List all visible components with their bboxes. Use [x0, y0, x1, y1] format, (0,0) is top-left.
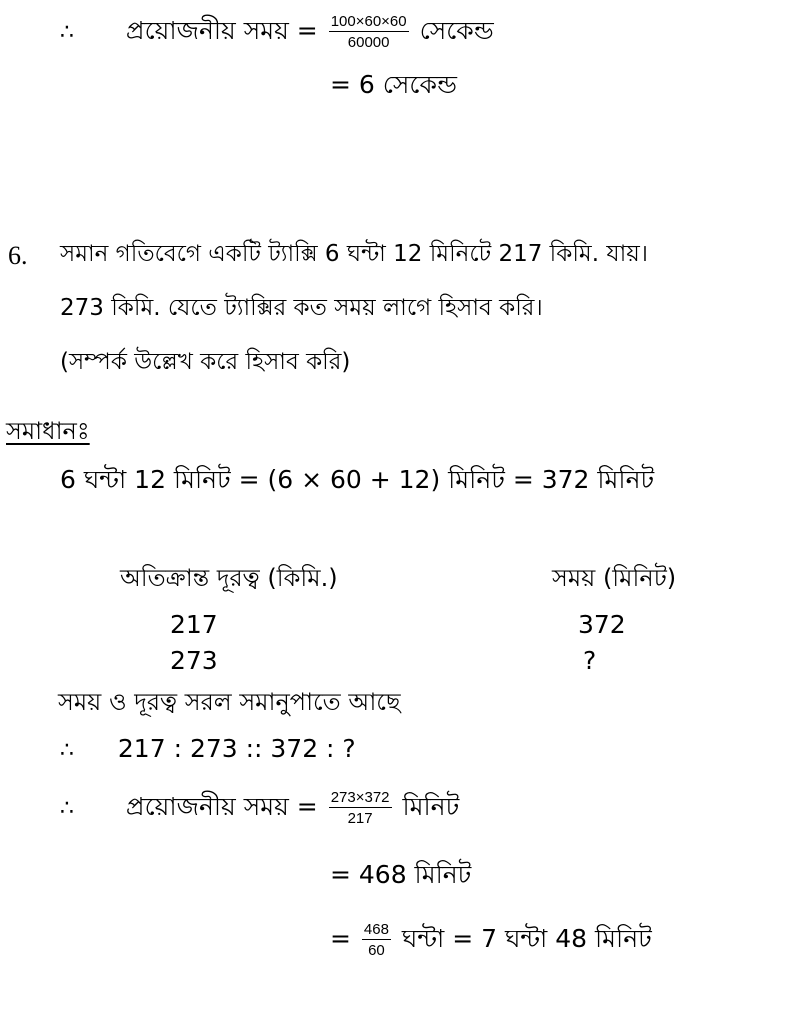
calc-fraction-denominator: 217 — [347, 810, 373, 827]
hours-fraction-denominator: 60 — [368, 942, 385, 959]
relation-statement: সময় ও দূরত্ব সরল সমানুপাতে আছে — [58, 688, 401, 716]
required-time-calc — [60, 790, 459, 826]
top-fraction-denominator: 60000 — [347, 34, 390, 51]
top-unit: সেকেন্ড — [419, 16, 494, 45]
problem-line-2: 273 কিমি. যেতে ট্যাক্সির কত সময় লাগে হিসাব করি। — [60, 295, 543, 321]
solution-heading: সমাধানঃ — [6, 417, 90, 445]
problem-number: 6. — [8, 241, 28, 270]
problem-line-3: (সম্পর্ক উল্লেখ করে হিসাব করি) — [60, 349, 351, 375]
top-fraction — [329, 14, 409, 50]
table-header-time: সময় (মিনিট) — [552, 564, 677, 592]
calc-step-3 — [330, 922, 652, 958]
hours-minutes-result: ঘন্টা = 7 ঘন্টা 48 মিনিট — [401, 924, 652, 953]
hours-fraction — [362, 922, 391, 958]
table-row-1-time: 372 — [578, 610, 626, 639]
time-conversion: 6 ঘন্টা 12 মিনিট = (6 × 60 + 12) মিনিট = 372 মিনিট — [60, 465, 655, 494]
therefore-symbol: ∴ — [60, 738, 74, 763]
top-fraction-numerator: 100×60×60 — [330, 13, 407, 30]
therefore-symbol: ∴ — [60, 20, 74, 45]
table-row-2-time: ? — [583, 646, 597, 675]
calc-fraction-numerator: 273×372 — [330, 789, 390, 806]
problem-line-1: সমান গতিবেগে একটি ট্যাক্সি 6 ঘন্টা 12 মিনিটে 217 কিমি. যায়। — [60, 241, 649, 267]
table-row-1-distance: 217 — [170, 610, 218, 639]
top-calc-line — [60, 14, 494, 50]
calc-unit: মিনিট — [402, 792, 460, 821]
table-row-2-distance: 273 — [170, 646, 218, 675]
proportion-expression: 217 : 273 :: 372 : ? — [117, 734, 356, 763]
therefore-symbol: ∴ — [60, 796, 74, 821]
hours-fraction-numerator: 468 — [363, 921, 389, 938]
required-time-label: প্রয়োজনীয় সময় = — [125, 16, 318, 45]
top-result: = 6 সেকেন্ড — [330, 70, 457, 99]
proportion-line — [60, 736, 356, 762]
calc-step-2: = 468 মিনিট — [330, 860, 472, 889]
table-header-distance: অতিক্রান্ত দূরত্ব (কিমি.) — [120, 564, 338, 592]
equals-sign: = — [330, 924, 351, 953]
required-time-label: প্রয়োজনীয় সময় = — [125, 792, 318, 821]
calc-fraction — [329, 790, 392, 826]
